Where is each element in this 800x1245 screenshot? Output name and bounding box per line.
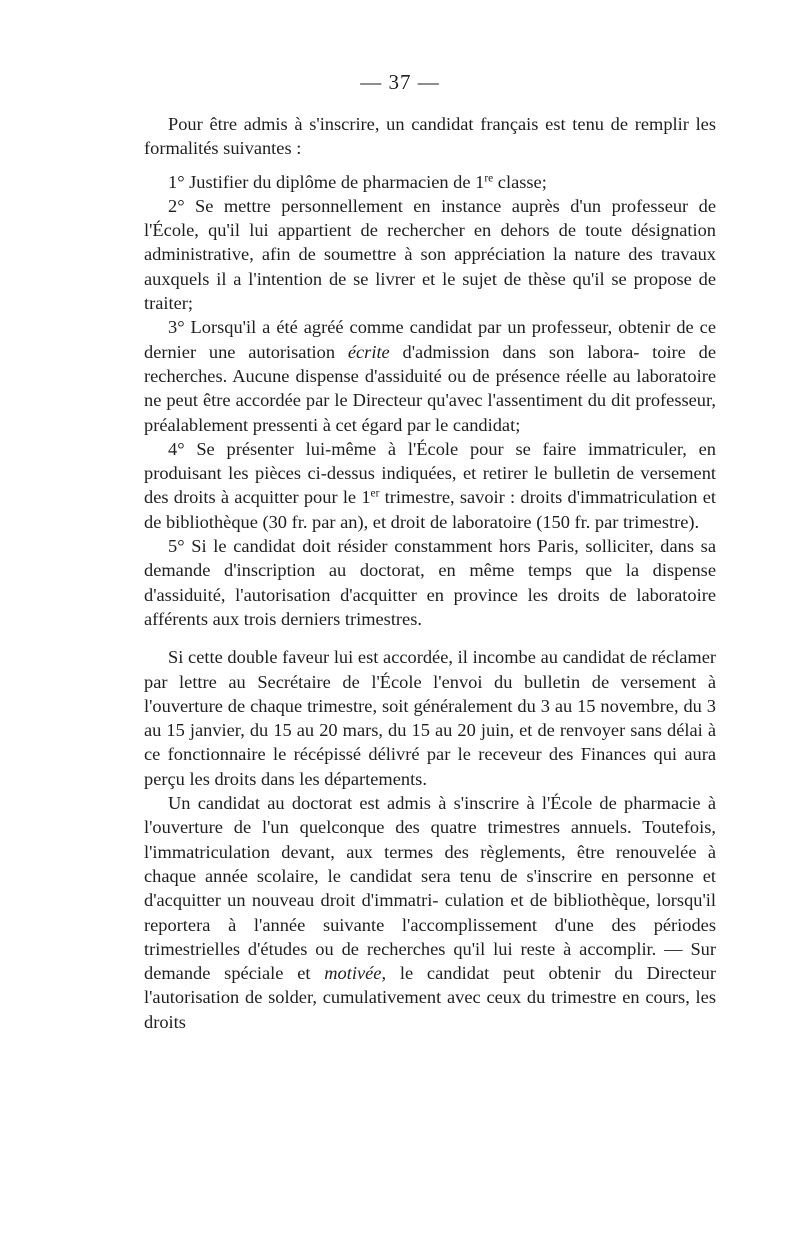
paragraph-double-faveur (144, 645, 716, 791)
page-number: — 37 — (360, 70, 440, 94)
text-segment: Un candidat au doctorat est admis à s'inscrire à l'École de pharmacie à l'ouverture de l'un quelconque des quatre trimestres annuels. Toutefois, l'immatriculation devant, aux termes des règlements, être renouvelée à chaque année scolaire, le candidat sera tenu de s'inscrire en personne et d'acquitter un nouveau droit d'immatri- culation et de bibliothèque, lorsqu'il reportera à l'année suivante l'accomplissement d'une des périodes trimestrielles d'études ou de recherches qu'il lui reste à accomplir. — Sur demande spéciale et (144, 793, 716, 984)
text-segment: Si cette double faveur lui est accordée, il incombe au candidat de réclamer par lettre au Secrétaire de l'École l'envoi du bulletin de versement à l'ouverture de chaque trimestre, soit généralement du 3 au 15 novembre, du 3 au 15 janvier, du 15 au 20 mars, du 15 au 20 juin, et de renvoyer sans délai à ce fonctionnaire le récépissé délivré par le receveur des Finances qui aura perçu les droits dans les départements. (144, 647, 716, 789)
text-segment: 4° Se présenter lui-même à l'École pour se faire immatriculer, en produisant les pièces ci-dessus indiquées, et retirer le bulletin de versement des droits à acquitter pour le 1 (144, 438, 716, 508)
text-segment: Pour être admis à s'inscrire, un candidat français est tenu de remplir les formalités suivantes : (144, 114, 716, 159)
text-segment: 3° Lorsqu'il a été agréé comme candidat par un professeur, obtenir de ce dernier une autorisation (144, 317, 716, 362)
paragraph-item-2 (144, 194, 716, 315)
text-segment: 2° Se mettre personnellement en instance auprès d'un professeur de l'École, qu'il lui appartient de rechercher en dehors de toute désignation administrative, afin de soumettre à son appréciation la nature des travaux auxquels il a l'intention de se livrer et le sujet de thèse qu'il se propose de traiter; (144, 195, 716, 314)
paragraph-item-1 (144, 170, 716, 194)
ordinal-superscript: er (370, 488, 380, 501)
paragraph-intro (144, 112, 716, 161)
italic-emphasis: motivée (324, 963, 382, 984)
text-segment: d'admission dans son labora- toire de recherches. Aucune dispense d'assiduité ou de présence réelle au laboratoire ne peut être accordée par le Directeur qu'avec l'assentiment du dit professeur, préalablement pressenti à cet égard par le candidat; (144, 341, 717, 435)
text-segment: trimestre, savoir : droits d'immatriculation et de bibliothèque (30 fr. par an), et droit de laboratoire (150 fr. par trimestre). (144, 487, 716, 532)
text-segment: , le candidat peut obtenir du Directeur l'autorisation de solder, cumulativement avec ceux du trimestre en cours, les droits (144, 963, 717, 1032)
italic-emphasis: écrite (347, 341, 390, 362)
paragraph-item-4 (144, 437, 716, 534)
body-text (144, 112, 716, 1034)
text-segment: 1° Justifier du diplôme de pharmacien de 1 (168, 171, 485, 192)
ordinal-superscript: re (484, 172, 494, 185)
paragraph-doctorat (144, 791, 716, 1034)
text-segment: classe; (493, 171, 547, 192)
paragraph-item-5 (144, 534, 716, 631)
paragraph-item-3 (144, 315, 716, 436)
text-segment: 5° Si le candidat doit résider constamment hors Paris, solliciter, dans sa demande d'inscription au doctorat, en même temps que la dispense d'assiduité, l'autorisation d'acquitter en province les droits de laboratoire afférents aux trois derniers trimestres. (144, 536, 716, 629)
